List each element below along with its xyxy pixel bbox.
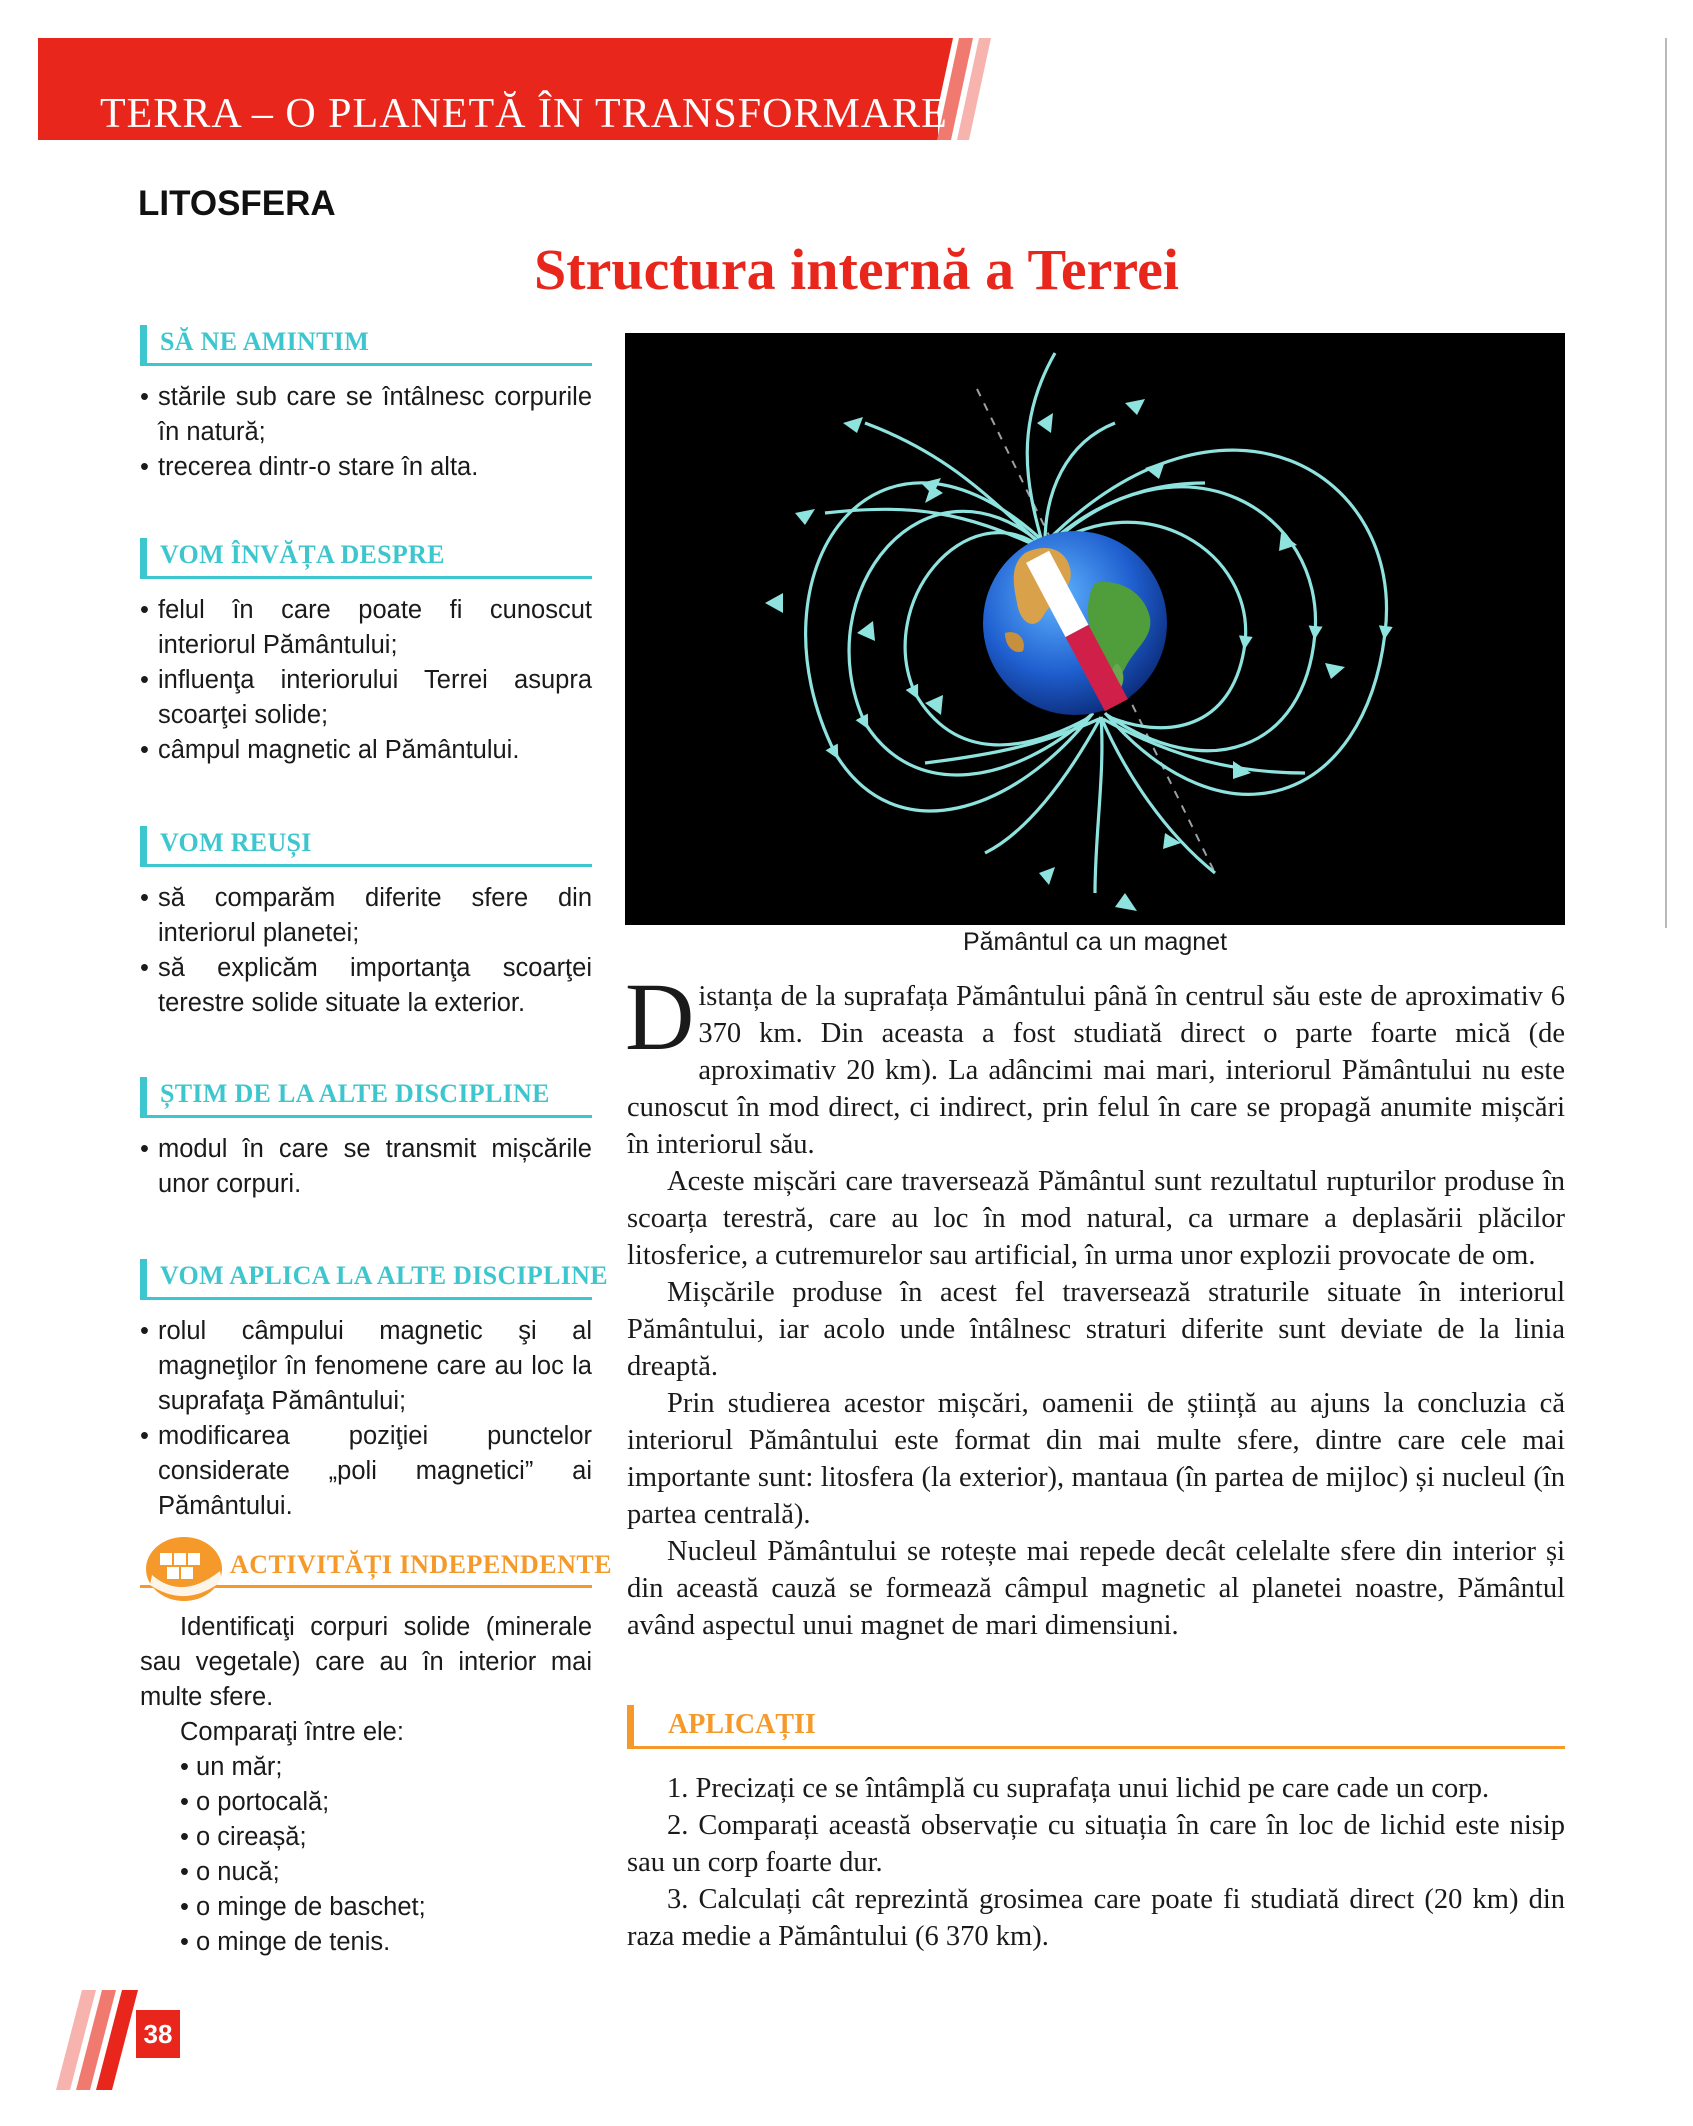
activities-heading bbox=[140, 1545, 613, 1588]
objective-list bbox=[140, 1314, 592, 1524]
paragraph-2: Aceste mișcări care traversează Pământul sunt rezultatul rupturilor produse în scoarța terestră, care au loc în mod natural, ca urmare a deplasării plăcilor litosferice, a cutremurelor sau artificial, în urma unor explozii provocate de om. bbox=[627, 1166, 1565, 1271]
paragraph-5: Nucleul Pământului se rotește mai repede decât celelalte sfere din interior și din această cauză se formează câmpul magnetic al planetei noastre, Pământul având aspectul unui magnet de mari dimensiuni. bbox=[627, 1536, 1565, 1641]
page-title bbox=[0, 236, 1693, 303]
objective-heading: VOM ÎNVĂȚA DESPRE bbox=[140, 538, 592, 579]
list-item: • să comparăm diferite sfere din interiorul planetei; bbox=[140, 881, 592, 951]
list-item: • modul în care se transmit mișcările unor corpuri. bbox=[140, 1132, 592, 1202]
list-item: • câmpul magnetic al Pământului. bbox=[140, 733, 592, 768]
paragraph-1-text: istanța de la suprafața Pământului până în centrul său este de aproximativ 6 370 km. Din aceasta a fost studiată direct o parte foarte mică (de aproximativ 20 km). La adâncimi mai mari, interiorul Pământului nu este cunoscut în mod direct, ci indirect, prin felul în care se propagă anumite mișcări în interiorul său. bbox=[627, 981, 1565, 1160]
page-number-stripes bbox=[56, 1990, 140, 2090]
chapter-title: TERRA – O PLANETĂ ÎN TRANSFORMARE bbox=[100, 91, 948, 137]
list-item: • modificarea poziţiei punctelor considerate „poli magnetici” ai Pământului. bbox=[140, 1419, 592, 1524]
drop-cap: D bbox=[625, 963, 695, 1070]
activities-compare: Comparaţi între ele: bbox=[180, 1718, 404, 1746]
page-number: 38 bbox=[136, 2010, 180, 2058]
earth-magnet-illustration bbox=[625, 333, 1565, 925]
main-text bbox=[625, 963, 1565, 1644]
earth-magnet-figure bbox=[625, 333, 1565, 925]
objective-remember bbox=[140, 325, 592, 485]
objective-list bbox=[140, 593, 592, 768]
activities-box bbox=[140, 1545, 613, 1960]
page-title-text: Structura internă a Terrei bbox=[534, 237, 1179, 302]
list-item: • stările sub care se întâlnesc corpurile în natură; bbox=[140, 380, 592, 450]
list-item: • o minge de baschet; bbox=[180, 1890, 592, 1925]
paragraph-4: Prin studierea acestor mișcări, oamenii de știință au ajuns la concluzia că interiorul Pământului este format din mai multe sfere, dintre care cele mai importante sunt: litosfera (la exterior), mantaua (în partea de mijloc) și nucleul (în partea centrală). bbox=[627, 1388, 1565, 1530]
objective-heading: SĂ NE AMINTIM bbox=[140, 325, 592, 366]
list-item: • rolul câmpului magnetic şi al magneţilor în fenomene care au loc la suprafaţa Pământului; bbox=[140, 1314, 592, 1419]
list-item: • influenţa interiorului Terrei asupra scoarţei solide; bbox=[140, 663, 592, 733]
list-item: • o portocală; bbox=[180, 1785, 592, 1820]
list-item: • un măr; bbox=[180, 1750, 592, 1785]
puzzle-icon bbox=[142, 1531, 226, 1603]
objective-heading: ȘTIM DE LA ALTE DISCIPLINE bbox=[140, 1077, 592, 1118]
application-item: 2. Comparați această observație cu situația în care în loc de lichid este nisip sau un corp foarte dur. bbox=[627, 1810, 1565, 1878]
list-item: • să explicăm importanţa scoarţei terestre solide situate la exterior. bbox=[140, 951, 592, 1021]
objective-other-disciplines bbox=[140, 1077, 592, 1202]
applications-heading: APLICAȚII bbox=[627, 1705, 1565, 1749]
list-item: • trecerea dintr-o stare în alta. bbox=[140, 450, 592, 485]
margin-rule bbox=[1665, 38, 1667, 928]
objective-learn bbox=[140, 538, 592, 768]
paragraph-3: Mișcările produse în acest fel traversează straturile situate în interiorul Pământului, iar acolo unde întâlnesc straturi diferite sunt deviate de la linia dreaptă. bbox=[627, 1277, 1565, 1382]
section-label: LITOSFERA bbox=[138, 184, 336, 223]
paragraph-1 bbox=[625, 963, 1565, 1163]
application-item: 3. Calculați cât reprezintă grosimea care poate fi studiată direct (20 km) din raza medie a Pământului (6 370 km). bbox=[627, 1884, 1565, 1952]
objective-heading: VOM APLICA LA ALTE DISCIPLINE bbox=[140, 1259, 592, 1300]
objective-list bbox=[140, 380, 592, 485]
list-item: • o cireașă; bbox=[180, 1820, 592, 1855]
objective-succeed bbox=[140, 826, 592, 1021]
objective-list bbox=[140, 1132, 592, 1202]
applications-list bbox=[627, 1770, 1565, 1955]
activities-text: Identificaţi corpuri solide (minerale sau vegetale) care au în interior mai multe sfere. bbox=[140, 1613, 592, 1711]
figure-caption: Pământul ca un magnet bbox=[962, 928, 1228, 956]
activities-heading-text: ACTIVITĂȚI INDEPENDENTE bbox=[230, 1550, 613, 1579]
list-item: • o nucă; bbox=[180, 1855, 592, 1890]
application-item: 1. Precizați ce se întâmplă cu suprafața unui lichid pe care cade un corp. bbox=[667, 1773, 1490, 1804]
objective-apply bbox=[140, 1259, 608, 1524]
objective-heading: VOM REUȘI bbox=[140, 826, 592, 867]
objective-list bbox=[140, 881, 592, 1021]
list-item: • o minge de tenis. bbox=[180, 1925, 592, 1960]
activities-list bbox=[140, 1750, 592, 1960]
list-item: • felul în care poate fi cunoscut interiorul Pământului; bbox=[140, 593, 592, 663]
